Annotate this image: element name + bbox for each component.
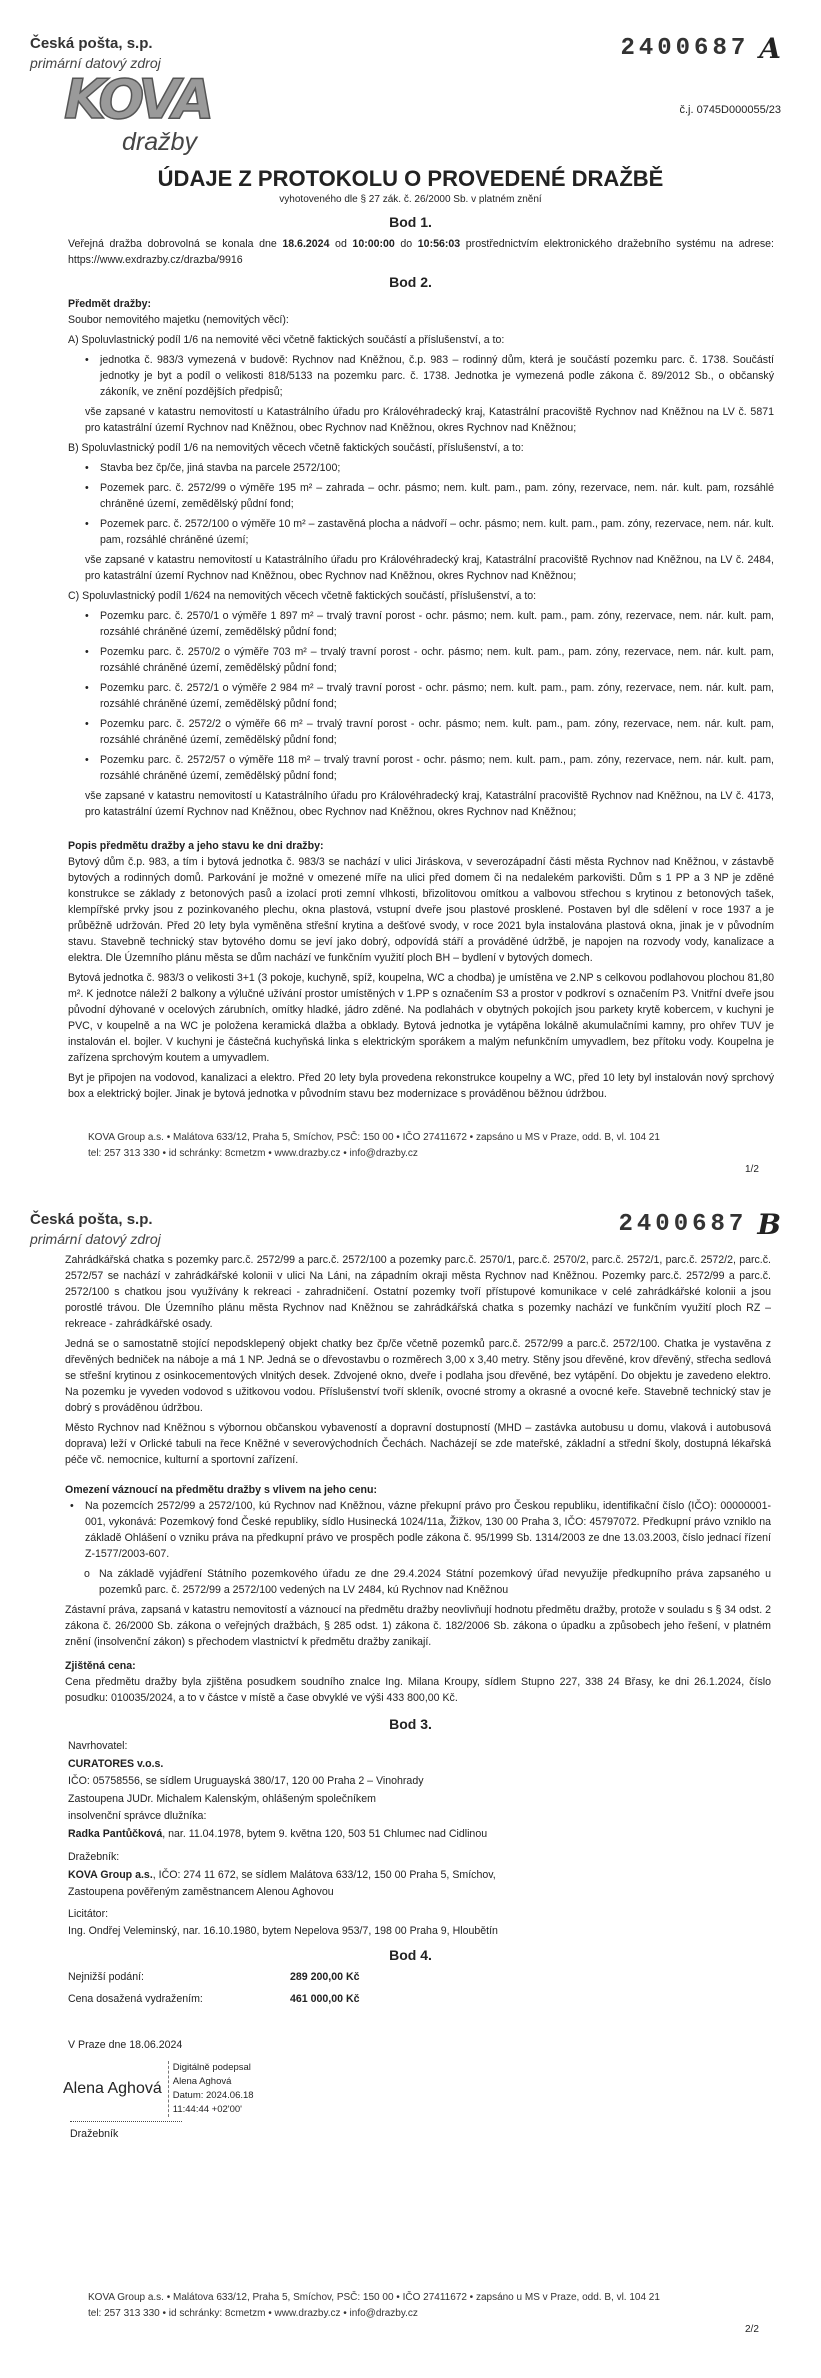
signature-line-divider bbox=[70, 2121, 182, 2122]
section-heading-bod2: Bod 2. bbox=[389, 274, 432, 290]
proposer-label: Navrhovatel: bbox=[68, 1740, 128, 1752]
page-header bbox=[30, 1210, 781, 1248]
group-c-list bbox=[68, 608, 774, 784]
logo-subtitle: dražby bbox=[122, 128, 198, 156]
prices bbox=[68, 1969, 774, 2013]
lowest-bid-value: 289 200,00 Kč bbox=[290, 1970, 360, 1983]
final-price-row bbox=[68, 1991, 774, 2013]
chalet-description bbox=[65, 1252, 771, 1472]
data-source-label: primární datový zdroj bbox=[30, 1231, 161, 1247]
page-number: 2/2 bbox=[745, 2324, 759, 2335]
footer-company: KOVA Group a.s. • Malátova 633/12, Praha 5, Smíchov, PSČ: 150 00 • IČO 27411672 • zapsáno u MS v Praze, odd. B, vl. 104 21 bbox=[88, 1132, 660, 1143]
subject-label: Předmět dražby: bbox=[68, 298, 152, 310]
page-title: ÚDAJE Z PROTOKOLU O PROVEDENÉ DRAŽBĚ bbox=[157, 166, 664, 191]
postal-header: Česká pošta, s.p. bbox=[30, 1211, 153, 1228]
proposer-id: IČO: 05758556, se sídlem Uruguayská 380/17, 120 00 Praha 2 – Vinohrady bbox=[68, 1775, 424, 1787]
description-paragraph: Bytový dům č.p. 983, a tím i bytová jednotka č. 983/3 se nachází v ulici Jiráskova, v severozápadní části města Rychnov nad Kněžnou, v zástavbě bytových a rodinných domů. Parkování je možné v omezené míře na ulici před domem či na nedalekém parkovišti. Dům s 1 PP a 3 NP je zděné konstrukce se základy z betonových pasů a izolací proti zemní vlhkosti, břizolitovou omítkou a valbovou střechou s krytinou z betonových tašek, klempířské prvky jsou z pozinkovaného plechu, okna plastová, vstupní dveře jsou plastové prosklené. Postaven byl dle sdělení v roce 1937 a je průběžně udržován. Před 20 lety byla vyměněna střešní krytina a dešťové svody, v roce 2021 byla instalována plastová okna, jinak je v původním stavu. Stavebně technický stav bytového domu se jeví jako dobrý, odpovídá stáří a prováděné údržbě, je napojen na rozvody vody, kanalizace a elektra. Dle Územního plánu města se dům nachází ve funkčním využití ploch BH – bydlení v bytových domech. bbox=[68, 856, 774, 964]
signature-name: Alena Aghová bbox=[63, 2079, 162, 2097]
group-c-registry: vše zapsané v katastru nemovitostí u Katastrálního úřadu pro Královéhradecký kraj, Katastrální pracoviště Rychnov nad Kněžnou, na LV č. 4173, pro katastrální území Rychnov nad Kněžnou, obec Rychnov nad Kněžnou, okres Rychnov nad Kněžnou; bbox=[85, 790, 774, 818]
signature-line: Digitálně podepsal bbox=[172, 2061, 251, 2073]
kova-logo: KOVA bbox=[64, 68, 211, 131]
description-paragraph: Město Rychnov nad Kněžnou s výbornou občanskou vybaveností a dopravní dostupností (MHD – zastávka autobusu u domu, vlaková i autobusová doprava) leží v Orlické tabuli na řece Kněžné v severovýchodních Čechách. Nacházejí se zde mateřské, základní a střední školy, dostupná lékařská péče vč. nemocnice, kulturní a sportovní zařízení. bbox=[65, 1422, 771, 1466]
debtor-info: , nar. 11.04.1978, bytem 9. května 120, 503 51 Chlumec nad Cidlinou bbox=[162, 1827, 488, 1840]
debtor-name: Radka Pantůčková bbox=[68, 1827, 163, 1840]
liens-paragraph: Zástavní práva, zapsaná v katastru nemovitostí a váznoucí na předmětu dražby neovlivňují hodnotu předmětu dražby, protože v souladu s § 34 odst. 2 zákona č. 26/2000 Sb. zákona o veřejných dražbách, § 285 odst. 1) zákona č. 182/2006 Sb. zákona o úpadku a způsobech jeho řešení, v platném znění (insolvenční zákon) s přechodem vlastnictví k předmětu dražby zanikají. bbox=[65, 1604, 771, 1648]
handwritten-mark: A bbox=[759, 32, 781, 65]
group-b-list bbox=[68, 460, 774, 548]
proposer-name: CURATORES v.o.s. bbox=[68, 1757, 164, 1770]
document-number: 2400687 bbox=[620, 35, 750, 62]
page-footer bbox=[0, 2266, 821, 2338]
description-label: Popis předmětu dražby a jeho stavu ke dni dražby: bbox=[68, 840, 324, 852]
handwritten-mark: B bbox=[757, 1208, 781, 1241]
list-item: • Stavba bez čp/če, jiná stavba na parcele 2572/100; bbox=[100, 460, 774, 476]
text: od bbox=[329, 238, 353, 250]
document-number: 2400687 bbox=[618, 1211, 748, 1238]
price-paragraph: Cena předmětu dražby byla zjištěna posudkem soudního znalce Ing. Milana Kroupy, sídlem Stupno 227, 338 24 Břasy, ke dni 26.1.2024, číslo posudku: 010035/2024, a to v částce v místě a čase obvyklé ve výši 433 800,00 Kč. bbox=[65, 1676, 771, 1704]
list-subitem: o Na základě vyjádření Státního pozemkového úřadu ze dne 29.4.2024 Státní pozemkový úřad nevyužije předkupního práva zapsaného u pozemků parc. č. 2572/99 a 2572/100 vedených na LV 2484, kú Rychnov nad Kněžnou bbox=[99, 1566, 771, 1598]
group-c-heading: C) Spoluvlastnický podíl 1/624 na nemovitých věcech včetně faktických součástí, příslušenství, a to: bbox=[68, 590, 537, 602]
licitator: Ing. Ondřej Veleminský, nar. 16.10.1980, bytem Nepelova 953/7, 198 00 Praha 9, Hloubětín bbox=[68, 1925, 498, 1937]
place-date: V Praze dne 18.06.2024 bbox=[68, 2038, 183, 2051]
footer-contacts: tel: 257 313 330 • id schránky: 8cmetzm • www.drazby.cz • info@drazby.cz bbox=[88, 1148, 418, 1159]
page-header bbox=[30, 34, 781, 156]
group-b-registry: vše zapsané v katastru nemovitostí u Katastrálního úřadu pro Královéhradecký kraj, Katastrální pracoviště Rychnov nad Kněžnou, na LV č. 2484, pro katastrální území Rychnov nad Kněžnou, obec Rychnov nad Kněžnou, okres Rychnov nad Kněžnou; bbox=[85, 554, 774, 582]
signature-time: 11:44:44 +02'00' bbox=[172, 2103, 242, 2115]
list-item: • jednotka č. 983/3 vymezená v budově: Rychnov nad Kněžnou, č.p. 983 – rodinný dům, která je součástí pozemku parc. č. 1738. Součástí jednotky je byt a podíl o velikosti 818/5133 na pozemku parc. č. 1738. Jednotka je vymezená podle zákona č. 89/2012 Sb., o občanský zákoník, ve znění pozdějších předpisů; bbox=[100, 352, 774, 400]
list-item: • Pozemku parc. č. 2572/1 o výměře 2 984 m² – trvalý travní porost - ochr. pásmo; nem. kult. pam., pam. zóny, rezervace, nem. nár. kult. pam, rozsáhlé chráněné území, zemědělský půdní fond; bbox=[100, 680, 774, 712]
lowest-bid-label: Nejnižší podání: bbox=[68, 1970, 144, 1983]
licitator-label: Licitátor: bbox=[68, 1907, 109, 1920]
trustee-label: insolvenční správce dlužníka: bbox=[68, 1810, 207, 1822]
page-subtitle: vyhotoveného dle § 27 zák. č. 26/2000 Sb. v platném znění bbox=[279, 194, 542, 205]
signature-block bbox=[63, 2061, 821, 2117]
signature-date: Datum: 2024.06.18 bbox=[172, 2089, 254, 2101]
page-2 bbox=[0, 1202, 821, 2378]
footer-contacts: tel: 257 313 330 • id schránky: 8cmetzm • www.drazby.cz • info@drazby.cz bbox=[88, 2308, 418, 2319]
lowest-bid-row bbox=[68, 1969, 774, 1991]
final-price-label: Cena dosažená vydražením: bbox=[68, 1992, 203, 2005]
list-item: • Pozemek parc. č. 2572/100 o výměře 10 m² – zastavěná plocha a nádvoří – ochr. pásmo; nem. kult. pam., pam. zóny, rezervace, nem. nár. kult. pam, rozsáhlé chráněné území; bbox=[100, 516, 774, 548]
signer-role: Dražebník bbox=[70, 2127, 119, 2140]
group-b-heading: B) Spoluvlastnický podíl 1/6 na nemovitých věcech včetně faktických součástí, příslušenství, a to: bbox=[68, 442, 524, 454]
section-heading-bod4: Bod 4. bbox=[389, 1946, 432, 1963]
parties bbox=[68, 1738, 774, 1941]
page-footer bbox=[0, 1106, 821, 1178]
list-item: • Na pozemcích 2572/99 a 2572/100, kú Rychnov nad Kněžnou, vázne překupní právo pro Českou republiku, identifikační číslo (IČO): 00000001-001, vykonává: Pozemkový fond České republiky, sídlo Husinecká 1024/11a, Žižkov, 130 00 Praha 3, IČO: 45797072. Předkupní právo vzniklo na základě Ohlášení o vzniku práva na předkupní právo ve prospěch podle zákona č. 95/1999 Sb. 1314/2003 ze dne 13.03.2003, číslo jednací řízení Z-1577/2003-607. bbox=[85, 1498, 771, 1562]
subject-description bbox=[68, 838, 774, 1106]
list-item: • Pozemku parc. č. 2572/2 o výměře 66 m² – trvalý travní porost - ochr. pásmo; nem. kult. pam., pam. zóny, rezervace, nem. nár. kult. pam, rozsáhlé chráněné území, zemědělský půdní fond; bbox=[100, 716, 774, 748]
auctioneer-rep: Zastoupena pověřeným zaměstnancem Alenou Aghovou bbox=[68, 1886, 334, 1898]
description-paragraph: Byt je připojen na vodovod, kanalizaci a elektro. Před 20 lety byla provedena rekonstrukce koupelny a WC, před 10 lety byl instalován nový sprchový box a elektrický bojler. Jinak je bytová jednotka v původním stavu bez modernizace s prováděnou běžnou údržbou. bbox=[68, 1072, 774, 1100]
group-a-registry: vše zapsané v katastru nemovitostí u Katastrálního úřadu pro Královéhradecký kraj, Katastrální pracoviště Rychnov nad Kněžnou na LV č. 5871 pro katastrální území Rychnov nad Kněžnou, obec Rychnov nad Kněžnou, okres Rychnov nad Kněžnou; bbox=[85, 406, 774, 434]
list-item: • Pozemku parc. č. 2572/57 o výměře 118 m² – trvalý travní porost - ochr. pásmo; nem. kult. pam., pam. zóny, rezervace, nem. nár. kult. pam, rozsáhlé chráněné území, zemědělský půdní fond; bbox=[100, 752, 774, 784]
page-number: 1/2 bbox=[745, 1164, 759, 1175]
description-paragraph: Bytová jednotka č. 983/3 o velikosti 3+1 (3 pokoje, kuchyně, spíž, koupelna, WC a chodba) je umístěna ve 2.NP s celkovou podlahovou plochou 81,80 m². K jednotce náleží 2 balkony a výlučné užívání prostor umístěných v 1.PP s označením S3 a prostor v podkroví s označením P3. Vnitřní dveře jsou původní dýhované v ocelových zárubních, omítky hladké, jádro zděné. Na podlahách v obytných pokojích jsou parkety krytě kobercem, v kuchyni je PVC, v koupelně a na WC je položena keramická dlažba a obklady. Bytová jednotka je vytápěna lokálně akumulačními kamny, pro ohřev TUV je instalován el. bojler. V kuchyni je částečná kuchyňská linka s elektrickým sporákem a malým nefunkčním umyvadlem, bez přítoku vody. Koupelna je zařízena sprchovým koutem a umyvadlem. bbox=[68, 972, 774, 1064]
postal-header: Česká pošta, s.p. bbox=[30, 35, 153, 52]
final-price-value: 461 000,00 Kč bbox=[290, 1992, 360, 2005]
subject-intro: Soubor nemovitého majetku (nemovitých věcí): bbox=[68, 314, 289, 326]
encumbrance-list bbox=[65, 1498, 771, 1598]
auction-date: 18.6.2024 bbox=[282, 238, 330, 250]
proposer-rep: Zastoupena JUDr. Michalem Kalenským, ohlášeným společníkem bbox=[68, 1792, 376, 1805]
section-heading-bod3: Bod 3. bbox=[389, 1716, 432, 1732]
list-item: • Pozemku parc. č. 2570/2 o výměře 703 m² – trvalý travní porost - ochr. pásmo; nem. kult. pam., pam. zóny, rezervace, nem. nár. kult. pam, rozsáhlé chráněné území, zemědělský půdní fond; bbox=[100, 644, 774, 676]
auctioneer-info: , IČO: 274 11 672, se sídlem Malátova 633/12, 150 00 Praha 5, Smíchov, bbox=[152, 1868, 496, 1881]
footer-company: KOVA Group a.s. • Malátova 633/12, Praha 5, Smíchov, PSČ: 150 00 • IČO 27411672 • zapsáno u MS v Praze, odd. B, vl. 104 21 bbox=[88, 2292, 660, 2303]
group-a-heading: A) Spoluvlastnický podíl 1/6 na nemovité věci včetně faktických součástí a příslušenství, a to: bbox=[68, 334, 505, 346]
digital-signature-info bbox=[168, 2061, 254, 2117]
auctioneer-name: KOVA Group a.s. bbox=[68, 1868, 153, 1881]
group-a-list bbox=[68, 352, 774, 400]
auction-subject bbox=[68, 296, 774, 824]
data-source-label: primární datový zdroj bbox=[30, 55, 161, 71]
encumbrance-label: Omezení váznoucí na předmětu dražby s vlivem na jeho cenu: bbox=[65, 1484, 378, 1496]
case-number: č.j. 0745D000055/23 bbox=[679, 104, 781, 116]
price-label: Zjištěná cena: bbox=[65, 1660, 136, 1672]
list-item: • Pozemek parc. č. 2572/99 o výměře 195 m² – zahrada – ochr. pásmo; nem. kult. pam., pam. zóny, rezervace, nem. nár. kult. pam, rozsáhlé chráněné území, zemědělský půdní fond; bbox=[100, 480, 774, 512]
text: Veřejná dražba dobrovolná se konala dne bbox=[68, 238, 283, 250]
auction-info bbox=[68, 236, 774, 268]
auctioneer-label: Dražebník: bbox=[68, 1851, 120, 1863]
auction-start: 10:00:00 bbox=[352, 238, 395, 250]
list-item: • Pozemku parc. č. 2570/1 o výměře 1 897 m² – trvalý travní porost - ochr. pásmo; nem. kult. pam., pam. zóny, rezervace, nem. nár. kult. pam, rozsáhlé chráněné území, zemědělský půdní fond; bbox=[100, 608, 774, 640]
description-paragraph: Jedná se o samostatně stojící nepodsklepený objekt chatky bez čp/če včetně pozemků parc.č. 2572/99 a parc.č. 2572/100. Chatka je vystavěna z dřevěných bedniček na náboje a má 1 NP. Jedná se o dřevostavbu o rozměrech 3,00 x 3,40 metry. Stěny jsou dřevěné, krov dřevěný, střecha sedlová se střešní krytinou z osinkocementových vlnitých desek. Zdvojené okno, dveře i podlaha jsou dřevěné, bez vytápění. Do objektu je zavedeno elektro. Na pozemku je vyveden vodovod s užitkovou vodou. Příslušenství tvoří skleník, ovocné stromy a okrasné a ovocné keře. Stavebně technický stav je dobrý s prováděnou údržbou. bbox=[65, 1338, 771, 1414]
signature-line: Alena Aghová bbox=[172, 2075, 232, 2087]
auction-link[interactable]: https://www.exdrazby.cz/drazba/9916 bbox=[68, 254, 243, 266]
text: do bbox=[394, 238, 418, 250]
encumbrances bbox=[65, 1482, 771, 1710]
section-heading-bod1: Bod 1. bbox=[389, 214, 432, 230]
description-paragraph: Zahrádkářská chatka s pozemky parc.č. 2572/99 a parc.č. 2572/100 a pozemky parc.č. 2570/1, parc.č. 2570/2, parc.č. 2572/1, parc.č. 2572/2, parc.č. 2572/57 se nachází v zahrádkářské kolonii v ulici Na Láni, na západním okraji města Rychnov nad Kněžnou. Pozemky parc.č. 2572/99 a parc.č. 2572/100 s chatkou jsou využívány k rekreaci - zahradničení. Ostatní pozemky tvoří přístupové komunikace v celé zahrádkářské kolonii a jsou porostlé trávou. Dle Územního plánu města Rychnov nad Kněžnou se zahrádkářská chatka s pozemky nachází ve funkčním využití ploch RZ – rekreace - zahrádkářské osady. bbox=[65, 1254, 771, 1330]
text: prostřednictvím elektronického dražebního systému na adrese: bbox=[460, 238, 774, 250]
auction-end: 10:56:03 bbox=[417, 238, 461, 250]
